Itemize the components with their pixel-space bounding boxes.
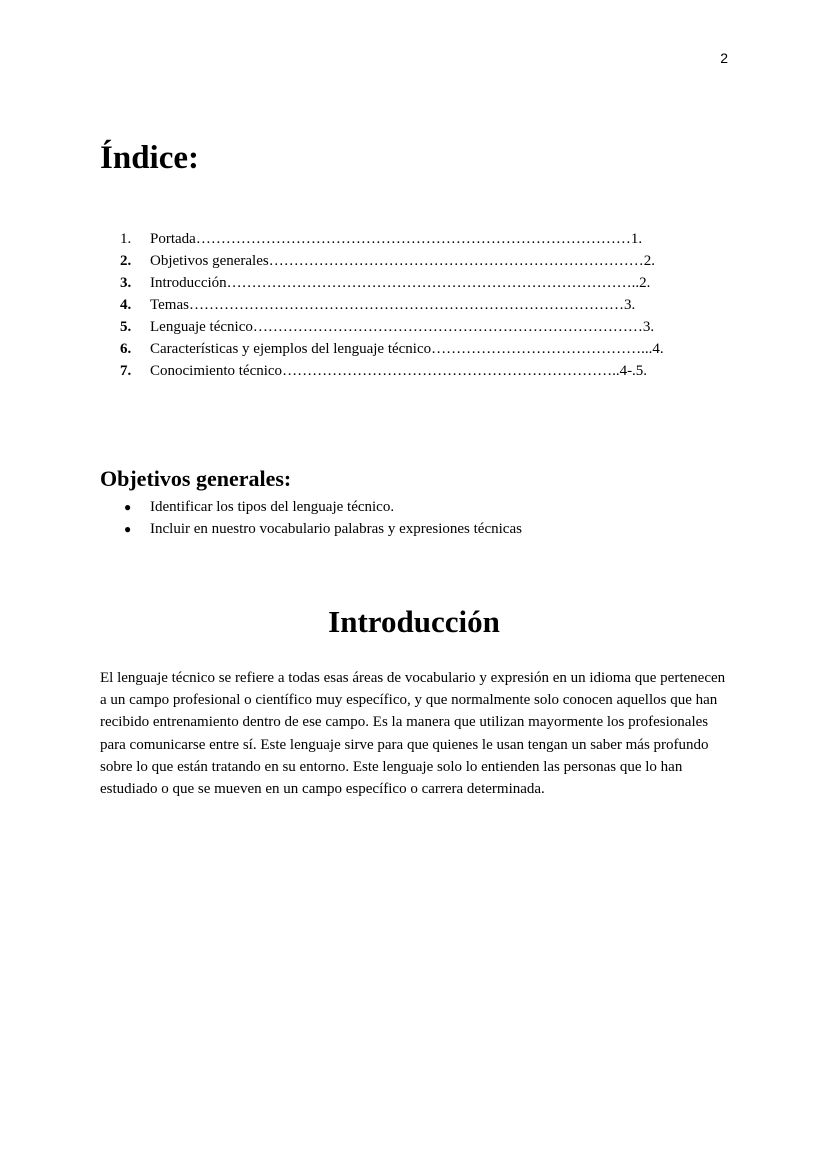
toc-entry-temas (120, 294, 730, 316)
index-title: Índice: (100, 140, 199, 176)
toc-entry-leader: …………………………………………………………………………… (188, 297, 624, 313)
toc-entry-title: Conocimiento técnico (150, 363, 283, 379)
toc-entry-number: 4. (120, 297, 132, 313)
toc-entry-number: 3. (120, 275, 132, 291)
introduction-paragraph: El lenguaje técnico se refiere a todas esas áreas de vocabulario y expresión en un idioma que pertenecen a un campo profesional o científico muy específico, y que normalmente solo conocen aquellos que han recibido entrenamiento dentro de ese campo. Es la manera que utilizan mayormente los profesionales para comunicarse entre sí. Este lenguaje sirve para que quienes le usan tengan un saber más profundo sobre lo que están tratando en su entorno. Este lenguaje solo lo entienden las personas que lo han estudiado o que se mueven en un campo específico o carrera determinada. (100, 670, 726, 798)
toc-entry-conocimiento (120, 360, 730, 382)
objective-text: Incluir en nuestro vocabulario palabras y expresiones técnicas (150, 521, 522, 537)
toc-entry-page: 3. (623, 297, 636, 313)
toc-entry-title: Portada (150, 231, 196, 247)
toc-entry-page: 3. (642, 319, 655, 335)
toc-entry-number: 2. (120, 253, 132, 269)
toc-entry-title: Introducción (150, 275, 227, 291)
list-item (100, 496, 720, 518)
introduction-title: Introducción (328, 604, 500, 639)
objectives-title: Objetivos generales: (100, 466, 292, 491)
toc-entry-page: 4-.5. (619, 363, 648, 379)
toc-entry-number: 7. (120, 363, 132, 379)
toc-entry-lenguaje-tecnico (120, 316, 730, 338)
toc-entry-caracteristicas (120, 338, 730, 360)
toc-entry-leader: ……………………………………………………………………….. (226, 275, 640, 291)
objectives-list (100, 496, 720, 540)
toc-entry-title: Temas (150, 297, 189, 313)
toc-entry-leader: ………………………………………………………………… (268, 253, 644, 269)
toc-entry-leader: ……………………………………... (431, 341, 653, 357)
toc-entry-number: 6. (120, 341, 132, 357)
toc-entry-title: Lenguaje técnico (150, 319, 253, 335)
toc-entry-number: 5. (120, 319, 132, 335)
toc-entry-page: 2. (639, 275, 651, 291)
toc-entry-leader: …………………………………………………………………… (252, 319, 643, 335)
toc-entry-objetivos (120, 250, 730, 272)
toc-entry-leader: ………………………………………………………….. (282, 363, 620, 379)
toc-entry-title: Objetivos generales (150, 253, 269, 269)
list-item (100, 518, 720, 540)
bullet-icon: ● (124, 522, 132, 536)
toc-entry-page: 1. (630, 231, 643, 247)
toc-entry-portada (120, 228, 730, 250)
toc-entry-title: Características y ejemplos del lenguaje técnico (150, 341, 432, 357)
toc-entry-page: 2. (643, 253, 655, 269)
toc-entry-page: 4. (652, 341, 664, 357)
bullet-icon: ● (124, 500, 132, 514)
toc-entry-introduccion (120, 272, 730, 294)
objective-text: Identificar los tipos del lenguaje técnico. (150, 499, 395, 515)
toc-entry-number: 1. (120, 231, 132, 247)
toc-entry-leader: …………………………………………………………………………… (195, 231, 631, 247)
table-of-contents (120, 228, 730, 382)
page-number: 2 (720, 50, 728, 66)
